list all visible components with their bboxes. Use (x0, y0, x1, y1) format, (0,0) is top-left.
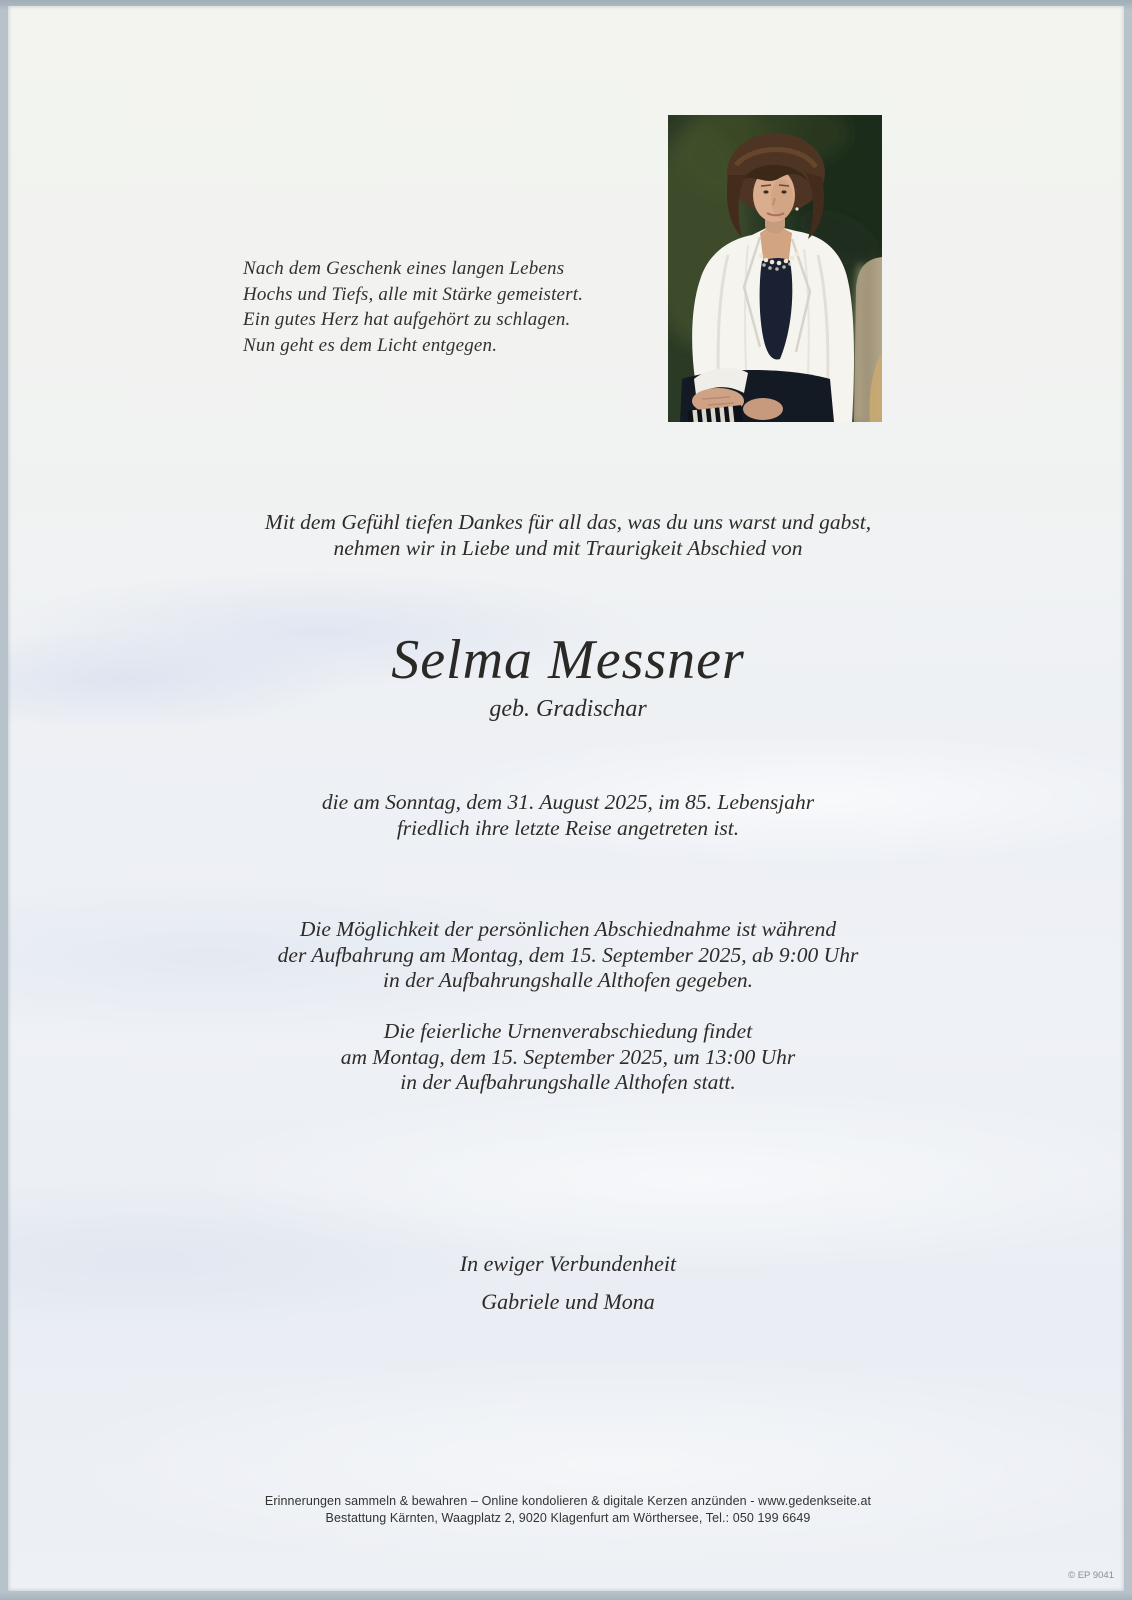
intro-line: Mit dem Gefühl tiefen Dankes für all das, was du uns warst und gabst, (264, 510, 872, 534)
footer-line-2: Bestattung Kärnten, Waagplatz 2, 9020 Klagenfurt am Wörthersee, Tel.: 050 199 6649 (325, 1511, 811, 1525)
verse-line: Nun geht es dem Licht entgegen. (243, 335, 498, 357)
funeral-home-footer (12, 1493, 1124, 1527)
viewing-line: der Aufbahrung am Montag, dem 15. September 2025, ab 9:00 Uhr (277, 942, 859, 967)
viewing-line: Die Möglichkeit der persönlichen Abschiednahme ist während (299, 917, 837, 941)
viewing-info (12, 917, 1124, 994)
urn-farewell-info (12, 1019, 1124, 1096)
portrait-illustration (668, 115, 882, 422)
urn-line: Die feierliche Urnenverabschiedung findet (383, 1019, 753, 1043)
family-names: Gabriele und Mona (481, 1289, 655, 1314)
portrait-photo (668, 115, 882, 422)
intro-text (12, 510, 1124, 561)
verse-line: Ein gutes Herz hat aufgehört zu schlagen. (243, 309, 571, 331)
opening-verse (243, 256, 583, 359)
footer-line-1: Erinnerungen sammeln & bewahren – Online kondolieren & digitale Kerzen anzünden - www.gedenkseite.at (264, 1494, 872, 1508)
paper-background (8, 6, 1124, 1591)
death-date-line: die am Sonntag, dem 31. August 2025, im 85. Lebensjahr (321, 790, 815, 814)
verse-line: Nach dem Geschenk eines langen Lebens (243, 258, 565, 279)
verse-line: Hochs und Tiefs, alle mit Stärke gemeistert. (243, 283, 584, 305)
viewing-line: in der Aufbahrungshalle Althofen gegeben. (382, 968, 754, 992)
maiden-name: geb. Gradischar (489, 696, 647, 722)
death-date-line: friedlich ihre letzte Reise angetreten ist. (396, 815, 740, 840)
intro-line: nehmen wir in Liebe und mit Traurigkeit Abschied von (333, 535, 803, 560)
urn-line: in der Aufbahrungshalle Althofen statt. (400, 1070, 736, 1094)
urn-line: am Montag, dem 15. September 2025, um 13:00 Uhr (340, 1044, 796, 1069)
deceased-name: Selma Messner (391, 629, 745, 691)
death-date-text (12, 790, 1124, 841)
closing-dedication: In ewiger Verbundenheit (459, 1251, 677, 1276)
print-code: © EP 9041 (1068, 1570, 1114, 1581)
